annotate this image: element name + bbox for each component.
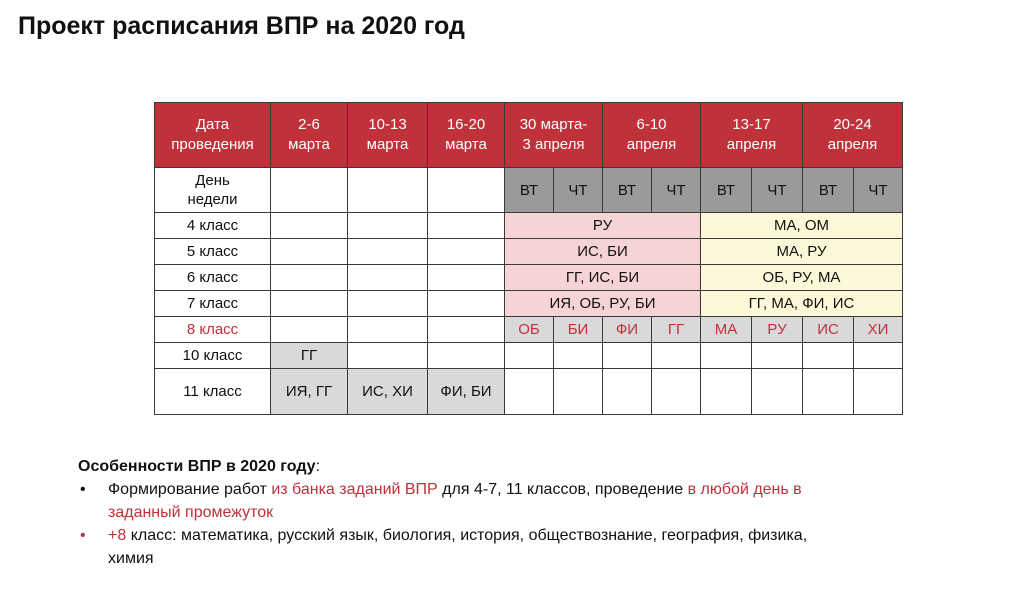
weekday-cell: ВТ [603, 168, 652, 213]
grade-row [155, 317, 903, 343]
grade-row [155, 343, 903, 369]
table-cell [271, 291, 348, 317]
row-label: 7 класс [155, 291, 271, 317]
weekday-cell: ВТ [701, 168, 752, 213]
table-cell [348, 343, 428, 369]
table-cell [603, 369, 652, 415]
subjects-cell: ГГ, ИС, БИ [505, 265, 701, 291]
table-cell [428, 239, 505, 265]
page-title: Проект расписания ВПР на 2020 год [18, 12, 465, 40]
header-period: 13-17 апреля [701, 103, 803, 168]
weekday-cell: ВТ [803, 168, 854, 213]
table-cell [652, 369, 701, 415]
table-cell [554, 343, 603, 369]
table-cell [505, 369, 554, 415]
table-cell [701, 369, 752, 415]
schedule-table [154, 102, 903, 415]
table-cell [348, 265, 428, 291]
row-label: 5 класс [155, 239, 271, 265]
weekday-cell: ЧТ [752, 168, 803, 213]
subjects-cell: ИЯ, ОБ, РУ, БИ [505, 291, 701, 317]
row-label: 8 класс [155, 317, 271, 343]
row-label: День недели [155, 168, 271, 213]
table-cell [271, 317, 348, 343]
grade-row [155, 239, 903, 265]
bullet: • [80, 527, 86, 544]
subjects-cell: ГГ [271, 343, 348, 369]
note-item: • Формирование работ из банка заданий ВПР для 4-7, 11 классов, проведение в любой день в заданный промежуток [78, 478, 1018, 524]
subject-cell: РУ [752, 317, 803, 343]
notes-section [78, 455, 1018, 570]
grade-row [155, 213, 903, 239]
subjects-cell: ИС, ХИ [348, 369, 428, 415]
header-period: 6-10 апреля [603, 103, 701, 168]
row-label: 6 класс [155, 265, 271, 291]
table-cell [428, 265, 505, 291]
header-period: 16-20 марта [428, 103, 505, 168]
header-period: 30 марта- 3 апреля [505, 103, 603, 168]
row-label: 10 класс [155, 343, 271, 369]
table-cell [348, 317, 428, 343]
subject-cell: ОБ [505, 317, 554, 343]
table-cell [803, 369, 854, 415]
table-cell [271, 213, 348, 239]
subjects-cell: ОБ, РУ, МА [701, 265, 903, 291]
table-cell [348, 168, 428, 213]
subjects-cell: МА, РУ [701, 239, 903, 265]
notes-heading: Особенности ВПР в 2020 году: [78, 458, 321, 475]
table-cell [505, 343, 554, 369]
subjects-cell: ФИ, БИ [428, 369, 505, 415]
header-row [155, 103, 903, 168]
table-cell [271, 239, 348, 265]
table-cell [603, 343, 652, 369]
weekday-cell: ВТ [505, 168, 554, 213]
table-cell [752, 369, 803, 415]
table-cell [854, 369, 903, 415]
grade-row [155, 369, 903, 415]
table-cell [752, 343, 803, 369]
table-cell [854, 343, 903, 369]
row-label: 4 класс [155, 213, 271, 239]
table-cell [428, 168, 505, 213]
subject-cell: ГГ [652, 317, 701, 343]
weekday-cell: ЧТ [554, 168, 603, 213]
table-cell [348, 291, 428, 317]
table-cell [271, 265, 348, 291]
subject-cell: МА [701, 317, 752, 343]
subject-cell: ИС [803, 317, 854, 343]
weekday-cell: ЧТ [652, 168, 701, 213]
table-cell [348, 239, 428, 265]
header-date: Дата проведения [155, 103, 271, 168]
table-cell [428, 213, 505, 239]
table-cell [803, 343, 854, 369]
subjects-cell: ГГ, МА, ФИ, ИС [701, 291, 903, 317]
subjects-cell: ИЯ, ГГ [271, 369, 348, 415]
note-item: • +8 класс: математика, русский язык, биология, история, обществознание, география, физика, химия [78, 524, 1018, 570]
subjects-cell: РУ [505, 213, 701, 239]
table-cell [554, 369, 603, 415]
grade-row [155, 291, 903, 317]
header-period: 10-13 марта [348, 103, 428, 168]
subject-cell: ФИ [603, 317, 652, 343]
weekday-row [155, 168, 903, 213]
table-cell [428, 343, 505, 369]
subject-cell: БИ [554, 317, 603, 343]
header-period: 20-24 апреля [803, 103, 903, 168]
subject-cell: ХИ [854, 317, 903, 343]
row-label: 11 класс [155, 369, 271, 415]
table-cell [428, 291, 505, 317]
table-cell [701, 343, 752, 369]
header-period: 2-6 марта [271, 103, 348, 168]
table-cell [271, 168, 348, 213]
subjects-cell: МА, ОМ [701, 213, 903, 239]
table-cell [428, 317, 505, 343]
table-cell [652, 343, 701, 369]
grade-row [155, 265, 903, 291]
bullet: • [80, 481, 86, 498]
weekday-cell: ЧТ [854, 168, 903, 213]
subjects-cell: ИС, БИ [505, 239, 701, 265]
table-cell [348, 213, 428, 239]
